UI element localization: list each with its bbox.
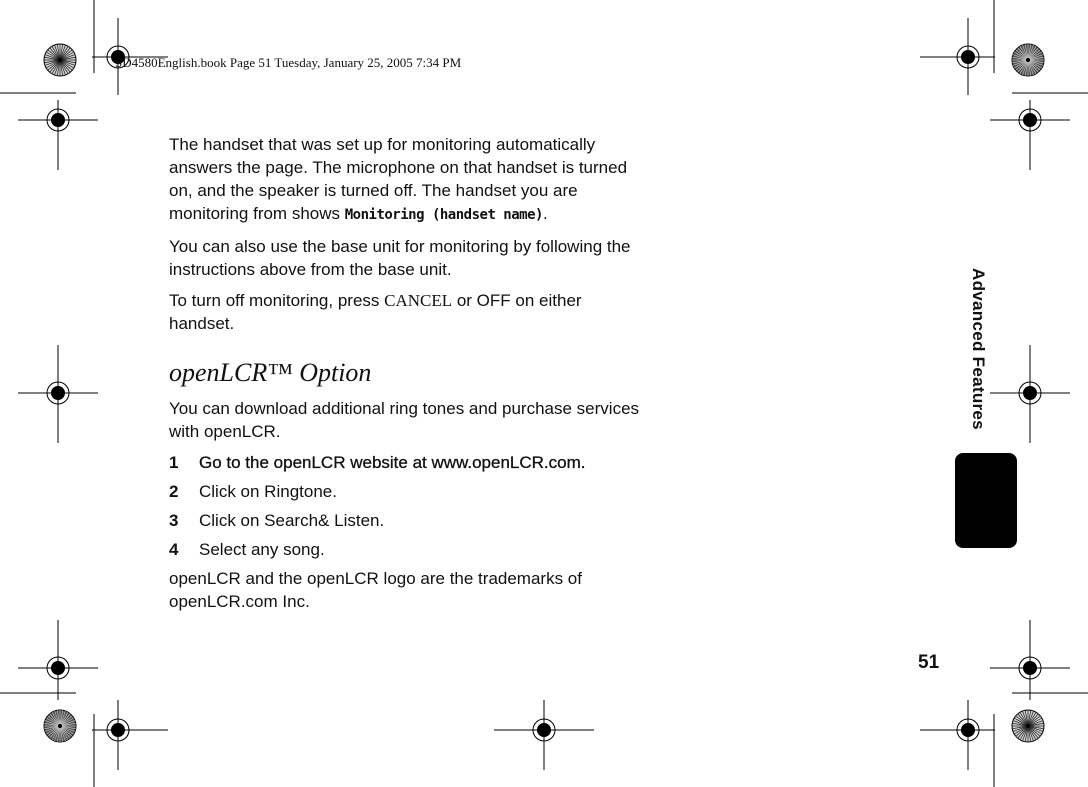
turn-off-paragraph: To turn off monitoring, press CANCEL or OFF on either handset. — [169, 291, 582, 333]
chapter-tab-label: Advanced Features — [969, 268, 988, 430]
step-item — [169, 538, 644, 561]
page-content — [169, 133, 644, 621]
color-bar-starburst-icon — [44, 44, 76, 76]
section-title: openLCR™ Option — [169, 358, 372, 387]
step-item — [169, 509, 644, 532]
page-number: 51 — [918, 652, 940, 673]
step-text: Select any song. — [199, 540, 325, 559]
color-bar-starburst-icon — [1012, 710, 1044, 742]
step-number: 4 — [169, 540, 179, 559]
color-bar-starburst-icon — [44, 710, 76, 742]
step-number: 3 — [169, 511, 179, 530]
cancel-key-label: CANCEL — [384, 291, 453, 310]
lcd-display-text: Monitoring (handset name) — [344, 207, 543, 223]
trademark-note: openLCR and the openLCR logo are the trademarks of openLCR.com Inc. — [169, 569, 582, 611]
base-unit-paragraph: You can also use the base unit for monitoring by following the instructions above from the base unit. — [169, 237, 631, 279]
monitoring-paragraph: The handset that was set up for monitoring automatically answers the page. The microphone on that handset is turned on, and the speaker is turned off. The handset you are monitoring from shows Monitoring (handset name). — [169, 135, 628, 223]
step-item — [169, 480, 644, 503]
color-bar-starburst-icon — [1012, 44, 1044, 76]
chapter-thumb-tab — [955, 453, 1017, 548]
step-text: Click on Search& Listen. — [199, 511, 385, 530]
step-text: Click on Ringtone. — [199, 482, 337, 501]
book-file-info: SD4580English.book Page 51 Tuesday, January 25, 2005 7:34 PM — [115, 55, 462, 70]
step-number: 1 — [169, 453, 179, 472]
step-item — [169, 451, 644, 474]
section-intro: You can download additional ring tones and purchase services with openLCR. — [169, 399, 640, 441]
step-number: 2 — [169, 482, 179, 501]
step-text: Go to the openLCR website at www.openLCR.com. — [199, 453, 586, 472]
